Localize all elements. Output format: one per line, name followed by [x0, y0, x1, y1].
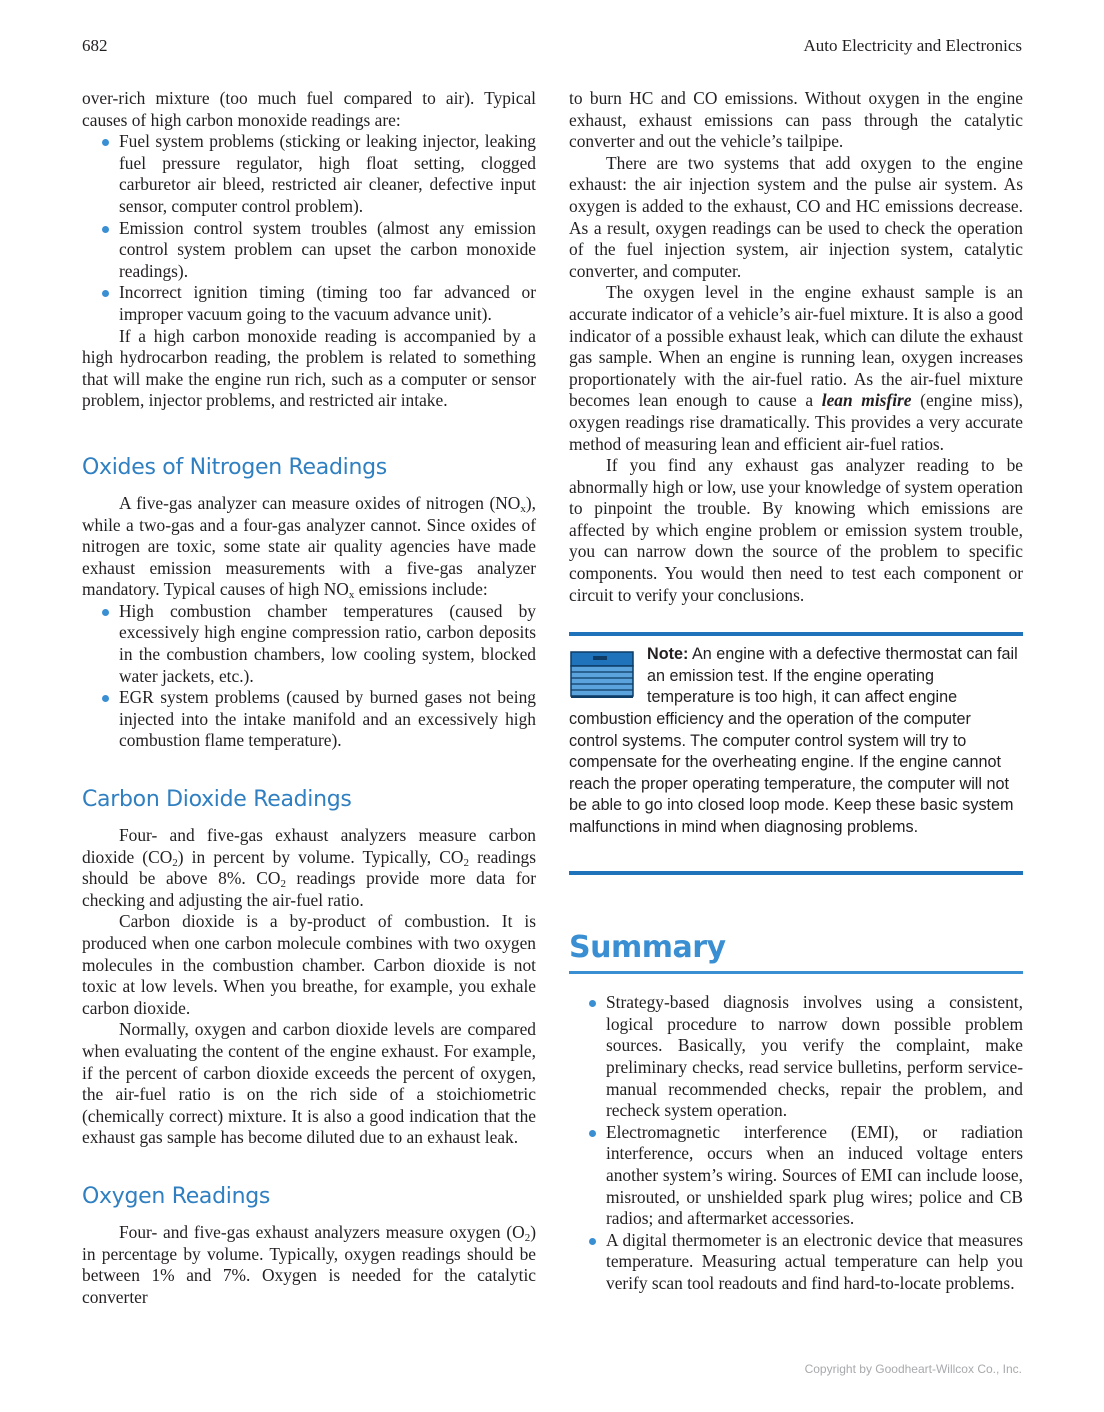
- list-item: EGR system problems (caused by burned gases not being injected into the intake manifold and an excessively high combustion flame temperature).: [119, 687, 536, 752]
- section-heading-co2: Carbon Dioxide Readings: [82, 787, 352, 813]
- copyright-notice: Copyright by Goodheart-Willcox Co., Inc.: [804, 1362, 1022, 1376]
- list-item: Incorrect ignition timing (timing too far advanced or improper vacuum going to the vacuum advance unit).: [119, 282, 536, 325]
- page-number: 682: [82, 36, 108, 55]
- key-term: lean misfire: [821, 390, 912, 411]
- bullet-icon: [102, 290, 109, 297]
- paragraph: A five-gas analyzer can measure oxides of nitrogen $(NO_x)$, while a two-gas and a four-gas analyzer cannot. Since oxides of nitrogen are toxic, some state air quality agencies have made exhaust emission measurements with a five-gas analyzer mandatory. Typical causes of high $NO_x$ emissions include:: [82, 492, 536, 602]
- section-heading-o2: Oxygen Readings: [82, 1183, 271, 1209]
- paragraph: to burn HC and CO emissions. Without oxygen in the engine exhaust, exhaust emissions can pass through the catalytic converter and out the vehicle’s tailpipe.: [569, 88, 1023, 152]
- nox-causes-list: [82, 601, 536, 752]
- right-column: [569, 88, 1023, 1295]
- bullet-icon: [589, 1000, 596, 1007]
- paragraph: Four- and five-gas exhaust analyzers measure oxygen $(O_2)$ in percentage by volume. Typically, oxygen readings should be between 1% and 7%. Oxygen is needed for the catalytic converter: [82, 1221, 536, 1307]
- co-causes-list: [82, 131, 536, 325]
- paragraph: If you find any exhaust gas analyzer reading to be abnormally high or low, use your knowledge of system operation to pinpoint the trouble. By knowing which emissions are affected by which engine problem or emission system trouble, you can narrow down the source of the problem to specific components. You would then need to test each component or circuit to verify your conclusions.: [569, 455, 1023, 605]
- summary-heading: Summary: [569, 930, 726, 966]
- paragraph: Four- and five-gas exhaust analyzers measure carbon dioxide $(CO_2)$ in percent by volume. Typically, $CO_2$ readings should be above 8%. $CO_2$ readings provide more data for checking and adjusting the air-fuel ratio.: [82, 825, 536, 910]
- list-item: Fuel system problems (sticking or leaking injector, leaking fuel pressure regulator, high float setting, clogged carburetor air bleed, restricted air cleaner, defective input sensor, computer control problem).: [119, 131, 536, 217]
- summary-list: [569, 992, 1023, 1294]
- toolbox-icon: [569, 650, 637, 698]
- list-item: Electromagnetic interference (EMI), or radiation interference, occurs when an induced voltage enters another system’s wiring. Sources of EMI can include loose, misrouted, or unshielded spark plug wires; police and CB radios; and aftermarket accessories.: [606, 1122, 1023, 1230]
- paragraph: If a high carbon monoxide reading is accompanied by a high hydrocarbon reading, the problem is related to something that will make the engine run rich, such as a computer or sensor problem, injector problems, and restricted air intake.: [82, 325, 536, 411]
- left-column: [82, 88, 536, 1308]
- list-item: A digital thermometer is an electronic device that measures temperature. Measuring actual temperature can help you verify scan tool readouts and find hard-to-locate problems.: [606, 1230, 1023, 1295]
- paragraph: The oxygen level in the engine exhaust sample is an accurate indicator of a vehicle’s air-fuel mixture. It is also a good indicator of a possible exhaust leak, which can dilute the exhaust gas sample. When an engine is running lean, oxygen increases proportionately with the air-fuel ratio. As the air-fuel mixture becomes lean enough to cause a lean misfire (engine miss), oxygen readings rise dramatically. This provides a very accurate method of measuring lean and efficient air-fuel ratios.: [569, 282, 1023, 454]
- list-item: Strategy-based diagnosis involves using a consistent, logical procedure to narrow down possible problem sources. Basically, you verify the complaint, make preliminary checks, read service bulletins, perform service-manual recommended checks, repair the problem, and recheck system operation.: [606, 992, 1023, 1122]
- bullet-icon: [589, 1130, 596, 1137]
- paragraph: There are two systems that add oxygen to the engine exhaust: the air injection system and the pulse air system. As oxygen is added to the exhaust, CO and HC emissions decrease. As a result, oxygen readings can be used to check the operation of the fuel injection system, air injection system, catalytic converter, and computer.: [569, 152, 1023, 281]
- list-item: Emission control system troubles (almost any emission control system problem can upset the carbon monoxide readings).: [119, 218, 536, 283]
- bullet-icon: [102, 695, 109, 702]
- bullet-icon: [102, 139, 109, 146]
- bullet-icon: [102, 226, 109, 233]
- section-heading-nox: Oxides of Nitrogen Readings: [82, 454, 387, 480]
- bullet-icon: [102, 609, 109, 616]
- bullet-icon: [589, 1238, 596, 1245]
- note-label: Note:: [647, 645, 689, 664]
- paragraph: Carbon dioxide is a by-product of combustion. It is produced when one carbon molecule combines with two oxygen molecules in the combustion chamber. Carbon dioxide is not toxic at low levels. When you breathe, for example, you exhale carbon dioxide.: [82, 911, 536, 1018]
- running-head: [82, 36, 1022, 60]
- paragraph: over-rich mixture (too much fuel compared to air). Typical causes of high carbon monoxide readings are:: [82, 88, 536, 130]
- paragraph: Normally, oxygen and carbon dioxide levels are compared when evaluating the content of the engine exhaust. For example, if the percent of carbon dioxide exceeds the percent of oxygen, the air-fuel ratio is on the rich side of a stoichiometric (chemically correct) mixture. It is also a good indication that the exhaust gas sample has become diluted due to an exhaust leak.: [82, 1019, 536, 1148]
- summary-rule: [569, 971, 1023, 974]
- note-box: [569, 632, 1023, 875]
- book-title: Auto Electricity and Electronics: [803, 36, 1022, 55]
- list-item: High combustion chamber temperatures (caused by excessively high engine compression ratio, carbon deposits in the combustion chambers, low cooling system, blocked water jackets, etc.).: [119, 601, 536, 687]
- note-text: Note: An engine with a defective thermostat can fail an emission test. If the engine operating temperature is too high, it can affect engine combustion efficiency and the operation of the computer control systems. The computer control system will try to compensate for the overheating engine. If the engine cannot reach the proper operating temperature, the computer will not be able to go into closed loop mode. Keep these basic system malfunctions in mind when diagnosing problems.: [569, 645, 1018, 836]
